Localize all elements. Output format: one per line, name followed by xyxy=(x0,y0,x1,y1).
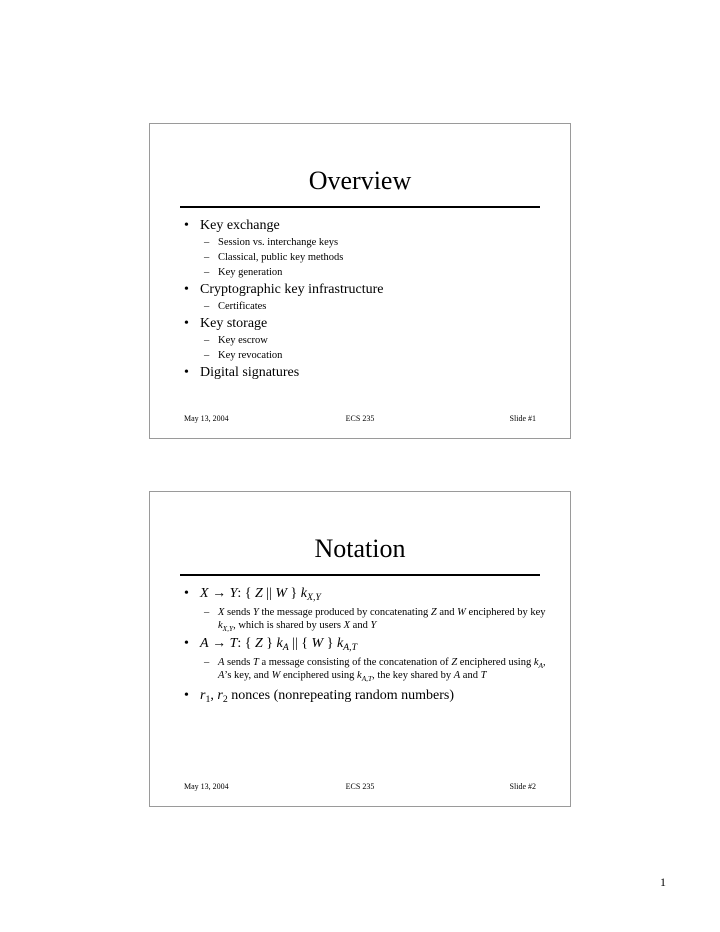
footer-date: May 13, 2004 xyxy=(184,414,229,423)
slide-footer xyxy=(184,782,536,792)
bullet-dot: • xyxy=(184,316,189,331)
slide-footer xyxy=(184,414,536,424)
dash: – xyxy=(204,301,210,312)
bullet-label: Digital signatures xyxy=(200,365,300,380)
bullet-digital-signatures xyxy=(180,365,546,381)
sub-bullet xyxy=(180,606,546,632)
sub-bullet xyxy=(180,349,546,362)
text: a message consisting of the concatenation of xyxy=(258,657,452,668)
var-k: k xyxy=(336,636,344,651)
var-w: W xyxy=(311,636,324,651)
var: W xyxy=(271,670,281,681)
subscript: A,T xyxy=(343,642,358,653)
bullet-label: Cryptographic key infrastructure xyxy=(200,282,384,297)
sub-bullet xyxy=(180,236,546,249)
sub-bullet-label: Key generation xyxy=(218,267,283,278)
var-w: W xyxy=(275,586,288,601)
bullet-key-exchange xyxy=(180,218,546,234)
text: enciphered by key xyxy=(465,607,546,618)
footer-slide-number: Slide #2 xyxy=(509,782,536,791)
text: : { xyxy=(237,636,255,651)
slide-title: Notation xyxy=(314,534,406,563)
footer-slide-number: Slide #1 xyxy=(509,414,536,423)
sub-bullet-label: Key escrow xyxy=(218,335,268,346)
var: k xyxy=(357,670,362,681)
sub-bullet xyxy=(180,266,546,279)
bullet-dot: • xyxy=(184,636,189,651)
subscript: A xyxy=(538,661,544,670)
text: } xyxy=(323,636,337,651)
text: and xyxy=(350,620,371,631)
sub-bullet-label: Key revocation xyxy=(218,350,283,361)
text: , the key shared by xyxy=(372,670,454,681)
footer-course: ECS 235 xyxy=(345,782,375,791)
var: k xyxy=(533,657,539,668)
var-t: T xyxy=(229,636,238,651)
var: k xyxy=(218,620,223,631)
text: nonces (nonrepeating random numbers) xyxy=(227,688,454,703)
bullet-label: Key exchange xyxy=(200,218,280,233)
subscript: A,T xyxy=(361,674,373,683)
bullet-dot: • xyxy=(184,688,189,703)
bullet-dot: • xyxy=(184,365,189,380)
text: sends xyxy=(224,657,254,668)
bullet-notation-xy xyxy=(180,586,546,602)
subscript: X,Y xyxy=(222,624,234,633)
sub-bullet xyxy=(180,656,546,682)
dash: – xyxy=(204,237,210,248)
text: , xyxy=(543,657,546,668)
var: X xyxy=(218,607,225,618)
var: T xyxy=(253,657,259,668)
arrow: → xyxy=(212,636,227,651)
dash: – xyxy=(204,607,210,618)
bullet-dot: • xyxy=(184,586,189,601)
sub-bullet-label: Classical, public key methods xyxy=(218,252,344,263)
subscript: 2 xyxy=(222,694,228,705)
var-r: r xyxy=(217,688,223,703)
text: } xyxy=(287,586,301,601)
var: Y xyxy=(370,620,377,631)
text: sends xyxy=(224,607,254,618)
text: ’s key, and xyxy=(224,670,272,681)
text: } xyxy=(262,636,277,651)
sub-bullet-label: Certificates xyxy=(218,301,267,312)
text: enciphered using xyxy=(457,657,534,668)
slide-title: Overview xyxy=(308,166,412,195)
sub-bullet xyxy=(180,251,546,264)
var-r: r xyxy=(200,688,206,703)
dash: – xyxy=(204,657,210,668)
bullet-dot: • xyxy=(184,218,189,233)
dash: – xyxy=(204,335,210,346)
var: Z xyxy=(430,607,437,618)
text: || xyxy=(262,586,276,601)
var-y: Y xyxy=(229,586,238,601)
title-rule xyxy=(180,574,540,576)
var-z: Z xyxy=(254,636,263,651)
bullet-key-storage xyxy=(180,316,546,332)
var: A xyxy=(453,670,461,681)
subscript: A xyxy=(282,642,289,653)
var: Z xyxy=(451,657,458,668)
var: A xyxy=(218,657,225,668)
sub-bullet-label: Session vs. interchange keys xyxy=(218,237,339,248)
dash: – xyxy=(204,267,210,278)
text: the message produced by concatenating xyxy=(258,607,431,618)
text: , xyxy=(210,688,218,703)
bullet-label: Key storage xyxy=(200,316,268,331)
sub-bullet xyxy=(180,300,546,313)
footer-course: ECS 235 xyxy=(345,414,375,423)
dash: – xyxy=(204,350,210,361)
slide-body xyxy=(180,218,546,381)
bullet-dot: • xyxy=(184,282,189,297)
text: : { xyxy=(237,586,255,601)
bullet-infrastructure xyxy=(180,282,546,298)
subscript: X,Y xyxy=(307,592,321,603)
subscript: 1 xyxy=(205,694,211,705)
bullet-notation-at xyxy=(180,636,546,652)
title-rule xyxy=(180,206,540,208)
text: and xyxy=(436,607,458,618)
slide-overview xyxy=(149,123,571,439)
text: enciphered using xyxy=(280,670,358,681)
footer-date: May 13, 2004 xyxy=(184,782,229,791)
slide-notation xyxy=(149,491,571,807)
arrow: → xyxy=(212,586,227,601)
sub-bullet xyxy=(180,334,546,347)
text: , which is shared by users xyxy=(233,620,344,631)
var: X xyxy=(343,620,351,631)
var-k: k xyxy=(300,586,307,601)
dash: – xyxy=(204,252,210,263)
bullet-nonces xyxy=(180,688,546,704)
text: and xyxy=(460,670,481,681)
text: || { xyxy=(288,636,312,651)
var-x: X xyxy=(200,586,209,601)
var: A xyxy=(218,670,225,681)
slide-body xyxy=(180,586,546,704)
var: Y xyxy=(253,607,259,618)
var-z: Z xyxy=(254,586,263,601)
var: W xyxy=(457,607,466,618)
var-k: k xyxy=(276,636,283,651)
page-number: 1 xyxy=(660,875,666,889)
var-a: A xyxy=(200,636,209,651)
var: T xyxy=(480,670,487,681)
